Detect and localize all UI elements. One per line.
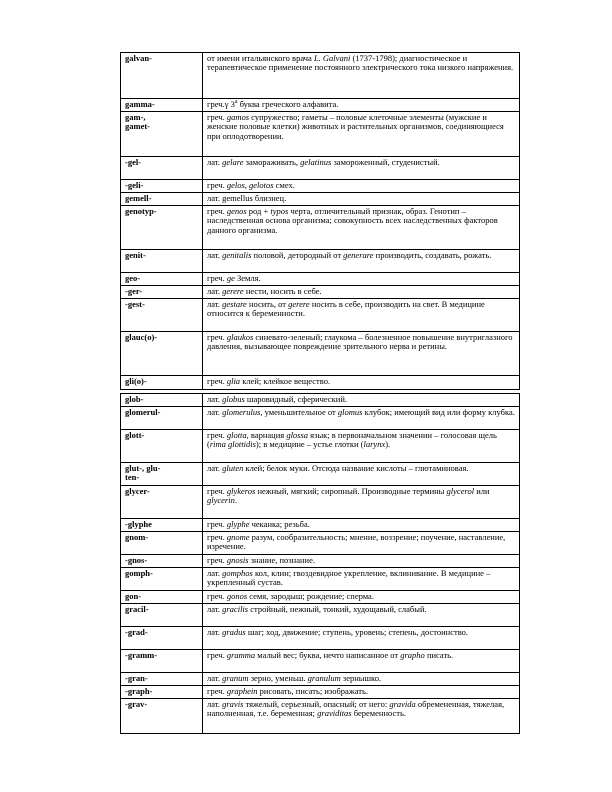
definition-text: ); в медицине – устье глотки ( [255, 439, 364, 450]
definition-text: греч. [207, 649, 227, 660]
term-cell: glut-, glu- ten- [121, 463, 203, 486]
definition-text: язык; в первоначальном значении – голосовая щель ( [207, 429, 497, 450]
definition-cell [203, 430, 520, 463]
definition-text: половой, детородный от [251, 249, 344, 260]
glossary-row [121, 430, 520, 463]
definition-cell [203, 532, 520, 555]
term-cell: genit- [121, 250, 203, 273]
glossary-row [121, 532, 520, 555]
glossary-row [121, 112, 520, 157]
definition-cell [203, 299, 520, 332]
definition-cell [203, 250, 520, 273]
definition-italic-text: gonos [226, 590, 248, 601]
definition-text: греч. [207, 531, 227, 542]
definition-text: от имени итальянского врача [207, 52, 314, 63]
term-cell: -gest- [121, 299, 203, 332]
glossary-row [121, 273, 520, 286]
glossary-row [121, 519, 520, 532]
definition-text: нести, носить в себе. [243, 285, 322, 296]
definition-cell [203, 394, 520, 407]
definition-italic-text: gelare [222, 156, 244, 167]
definition-italic-text: generare [343, 249, 374, 260]
definition-cell [203, 686, 520, 699]
definition-cell [203, 604, 520, 627]
term-cell: glob- [121, 394, 203, 407]
definition-text: греч. [207, 429, 227, 440]
definition-text: греч. [207, 590, 227, 601]
definition-text: носить, от [246, 298, 289, 309]
definition-cell [203, 673, 520, 686]
term-cell: gam-, gamet- [121, 112, 203, 157]
glossary-row [121, 99, 520, 112]
definition-italic-text: glyphe [226, 518, 250, 529]
definition-italic-text: larynx [363, 439, 386, 450]
definition-text: тяжелый, серьезный, опасный; от него: [243, 698, 390, 709]
glossary-row [121, 650, 520, 673]
definition-italic-text: gelatinus [300, 156, 332, 167]
definition-italic-text: gramma [226, 649, 256, 660]
glossary-row [121, 555, 520, 568]
definition-text: греч. [207, 111, 227, 122]
definition-italic-text: glycerin [207, 495, 235, 506]
definition-text: писать. [424, 649, 454, 660]
definition-italic-text: typos [270, 205, 289, 216]
glossary-row [121, 376, 520, 390]
definition-italic-text: granum [222, 672, 249, 683]
term-cell: -gnos- [121, 555, 203, 568]
glossary-row [121, 286, 520, 299]
definition-italic-text: glycerol [446, 485, 475, 496]
term-cell: geo- [121, 273, 203, 286]
term-cell: gracil- [121, 604, 203, 627]
definition-text: замороженный, студенистый. [331, 156, 440, 167]
definition-text: Земля. [234, 272, 261, 283]
glossary-row [121, 394, 520, 407]
definition-cell [203, 650, 520, 673]
definition-cell [203, 286, 520, 299]
glossary-table-body [121, 53, 520, 390]
definition-text: род + [246, 205, 271, 216]
glossary-row [121, 206, 520, 250]
definition-text: (1737-1798); диагностическое и терапевтическое применение постоянного электрического тока низкого напряжения. [207, 52, 514, 73]
glossary-table-body [121, 394, 520, 734]
definition-italic-text: gestare [222, 298, 247, 309]
definition-text: супружество; гаметы – половые клеточные элементы (мужские и женские половые клетки) животных и растительных организмов, соединяющиеся при оплодотворении. [207, 111, 504, 141]
definition-italic-text: L. Galvani [313, 52, 351, 63]
definition-text: малый вес; буква, нечто написанное от [255, 649, 401, 660]
term-cell: glott- [121, 430, 203, 463]
definition-text: лат. [207, 698, 223, 709]
definition-text: носить в себе, производить на свет. В медицине относится к беременности. [207, 298, 485, 319]
definition-text: нежный, мягкий; сиропный. Производные термины [255, 485, 447, 496]
definition-text: греч. [207, 685, 227, 696]
definition-italic-text: gnosis [226, 554, 249, 565]
definition-cell [203, 376, 520, 390]
definition-text: смех. [273, 179, 295, 190]
definition-italic-text: gravis [222, 698, 244, 709]
glossary-row [121, 53, 520, 99]
term-cell: glauc(o)- [121, 332, 203, 376]
definition-text: лат. [207, 285, 223, 296]
glossary-row [121, 486, 520, 519]
definition-italic-text: gnome [226, 531, 250, 542]
term-cell: gomph- [121, 568, 203, 591]
definition-cell [203, 627, 520, 650]
definition-text: замораживать, [243, 156, 301, 167]
definition-italic-text: granulum [307, 672, 341, 683]
glossary-row [121, 157, 520, 180]
definition-text: разум, сообразительность; мнение, воззрение; поучение, наставление, изречение. [207, 531, 506, 552]
glossary-row [121, 180, 520, 193]
definition-italic-text: gerere [222, 285, 244, 296]
term-cell: gemell- [121, 193, 203, 206]
definition-text: кол, клин; гвоздевидное укрепление, вклинивание. В медицине – укрепленный сустав. [207, 567, 491, 588]
term-cell: galvan- [121, 53, 203, 99]
term-cell: -gramm- [121, 650, 203, 673]
definition-text: беременность. [351, 708, 406, 719]
glossary-row [121, 463, 520, 486]
definition-italic-text: grapho [400, 649, 425, 660]
definition-cell [203, 699, 520, 734]
definition-text: лат. [207, 393, 223, 404]
definition-text: ). [385, 439, 391, 450]
term-cell: gnom- [121, 532, 203, 555]
definition-text: греч. [207, 554, 227, 565]
definition-italic-text: genitalis [222, 249, 252, 260]
glossary-row [121, 627, 520, 650]
definition-text: лат. [207, 626, 223, 637]
definition-text: лат. gemellus близнец. [207, 192, 287, 203]
definition-cell [203, 112, 520, 157]
glossary-row [121, 673, 520, 686]
definition-italic-text: gracilis [222, 603, 249, 614]
definition-cell [203, 591, 520, 604]
definition-text: клубок; имеющий вид или форму клубка. [362, 406, 515, 417]
definition-text: греч. [207, 485, 227, 496]
definition-text: лат. [207, 462, 223, 473]
definition-text: греч. [207, 205, 227, 216]
definition-text: стройный, нежный, тонкий, худощавый, слабый. [248, 603, 427, 614]
definition-text: шаровидный, сферический. [244, 393, 348, 404]
definition-cell [203, 332, 520, 376]
definition-italic-text: genos [226, 205, 247, 216]
definition-cell [203, 206, 520, 250]
definition-text: или [474, 485, 490, 496]
definition-text: обремененная, тяжелая, наполненная, т.е. беременная; [207, 698, 505, 719]
definition-cell [203, 273, 520, 286]
definition-italic-text: graphein [226, 685, 258, 696]
definition-text: синевато-зеленый; глаукома – болезненное повышение внутриглазного давления, вызывающее повреждение зрительного нерва и ретины. [207, 331, 513, 352]
definition-text: буква греческого алфавита. [237, 98, 339, 109]
definition-text: греч. [207, 179, 227, 190]
definition-text: греч.γ 3 [207, 98, 235, 109]
definition-text: лат. [207, 406, 223, 417]
definition-italic-text: globus [222, 393, 245, 404]
term-cell: -ger- [121, 286, 203, 299]
definition-italic-text: glia [226, 375, 241, 386]
term-cell: gamma- [121, 99, 203, 112]
definition-text: рисовать, писать; изображать. [257, 685, 368, 696]
definition-text: греч. [207, 375, 227, 386]
term-cell: -gran- [121, 673, 203, 686]
definition-italic-text: gomphos [222, 567, 253, 578]
definition-italic-text: glomerulus [222, 406, 261, 417]
glossary-row [121, 250, 520, 273]
definition-italic-text: glaukos [226, 331, 254, 342]
definition-text: клей; белок муки. Отсюда название кислоты – глютаминовая. [243, 462, 469, 473]
term-cell: -glyphe [121, 519, 203, 532]
term-cell: gli(o)- [121, 376, 203, 390]
definition-text: лат. [207, 298, 223, 309]
definition-cell [203, 568, 520, 591]
definition-text: знание, познание. [248, 554, 315, 565]
definition-italic-text: glykeros [226, 485, 256, 496]
definition-italic-text: glossa [286, 429, 309, 440]
definition-text: лат. [207, 672, 223, 683]
definition-text: зернышко. [340, 672, 382, 683]
glossary-row [121, 591, 520, 604]
definition-text: греч. [207, 331, 227, 342]
term-cell: genotyp- [121, 206, 203, 250]
definition-text: производить, создавать, рожать. [373, 249, 492, 260]
definition-text: а [234, 98, 238, 105]
definition-cell [203, 407, 520, 430]
term-cell: glycer- [121, 486, 203, 519]
definition-italic-text: gluten [222, 462, 244, 473]
term-cell: -grad- [121, 627, 203, 650]
term-cell: -gel- [121, 157, 203, 180]
definition-text: лат. [207, 156, 223, 167]
term-cell: -grav- [121, 699, 203, 734]
term-cell: gon- [121, 591, 203, 604]
definition-italic-text: graviditas [317, 708, 352, 719]
glossary-row [121, 604, 520, 627]
definition-text: . [234, 495, 237, 506]
definition-cell [203, 519, 520, 532]
definition-cell [203, 463, 520, 486]
definition-text: , варнация [246, 429, 287, 440]
definition-italic-text: gerere [288, 298, 310, 309]
definition-italic-text: gelos, gelotos [226, 179, 274, 190]
definition-text: , уменьшительное от [260, 406, 338, 417]
definition-text: семя, зародыш; рождение; сперма. [247, 590, 374, 601]
glossary-row [121, 686, 520, 699]
term-cell: -graph- [121, 686, 203, 699]
definition-cell [203, 193, 520, 206]
definition-italic-text: glotta [226, 429, 247, 440]
definition-cell [203, 180, 520, 193]
definition-text: черта, отличительный признак, образ. Генотип – наследственная основа организма; совокупность всех наследственных факторов данного организма. [207, 205, 498, 235]
glossary-table-1 [120, 52, 520, 390]
definition-text: греч. [207, 518, 227, 529]
definition-text: шаг; ход, движение; ступень, уровень; степень, достоинство. [245, 626, 469, 637]
glossary-table-2 [120, 393, 520, 734]
definition-cell [203, 486, 520, 519]
glossary-row [121, 332, 520, 376]
glossary-row [121, 193, 520, 206]
definition-cell [203, 53, 520, 99]
definition-italic-text: rima glottidis [209, 439, 256, 450]
definition-italic-text: gravida [389, 698, 416, 709]
definition-italic-text: gradus [222, 626, 246, 637]
definition-cell [203, 157, 520, 180]
definition-text: греч. [207, 272, 227, 283]
definition-text: зерно, уменьш. [248, 672, 308, 683]
definition-italic-text: ge [226, 272, 235, 283]
definition-cell [203, 555, 520, 568]
definition-text: клей; клейкое вещество. [240, 375, 331, 386]
glossary-row [121, 299, 520, 332]
term-cell: -geli- [121, 180, 203, 193]
definition-text: лат. [207, 603, 223, 614]
definition-italic-text: glomus [337, 406, 363, 417]
definition-text: лат. [207, 249, 223, 260]
definition-text: лат. [207, 567, 223, 578]
definition-text: чеканка; резьба. [249, 518, 310, 529]
glossary-row [121, 407, 520, 430]
glossary-row [121, 699, 520, 734]
definition-cell [203, 99, 520, 112]
term-cell: glomerul- [121, 407, 203, 430]
definition-italic-text: gamos [226, 111, 250, 122]
glossary-row [121, 568, 520, 591]
